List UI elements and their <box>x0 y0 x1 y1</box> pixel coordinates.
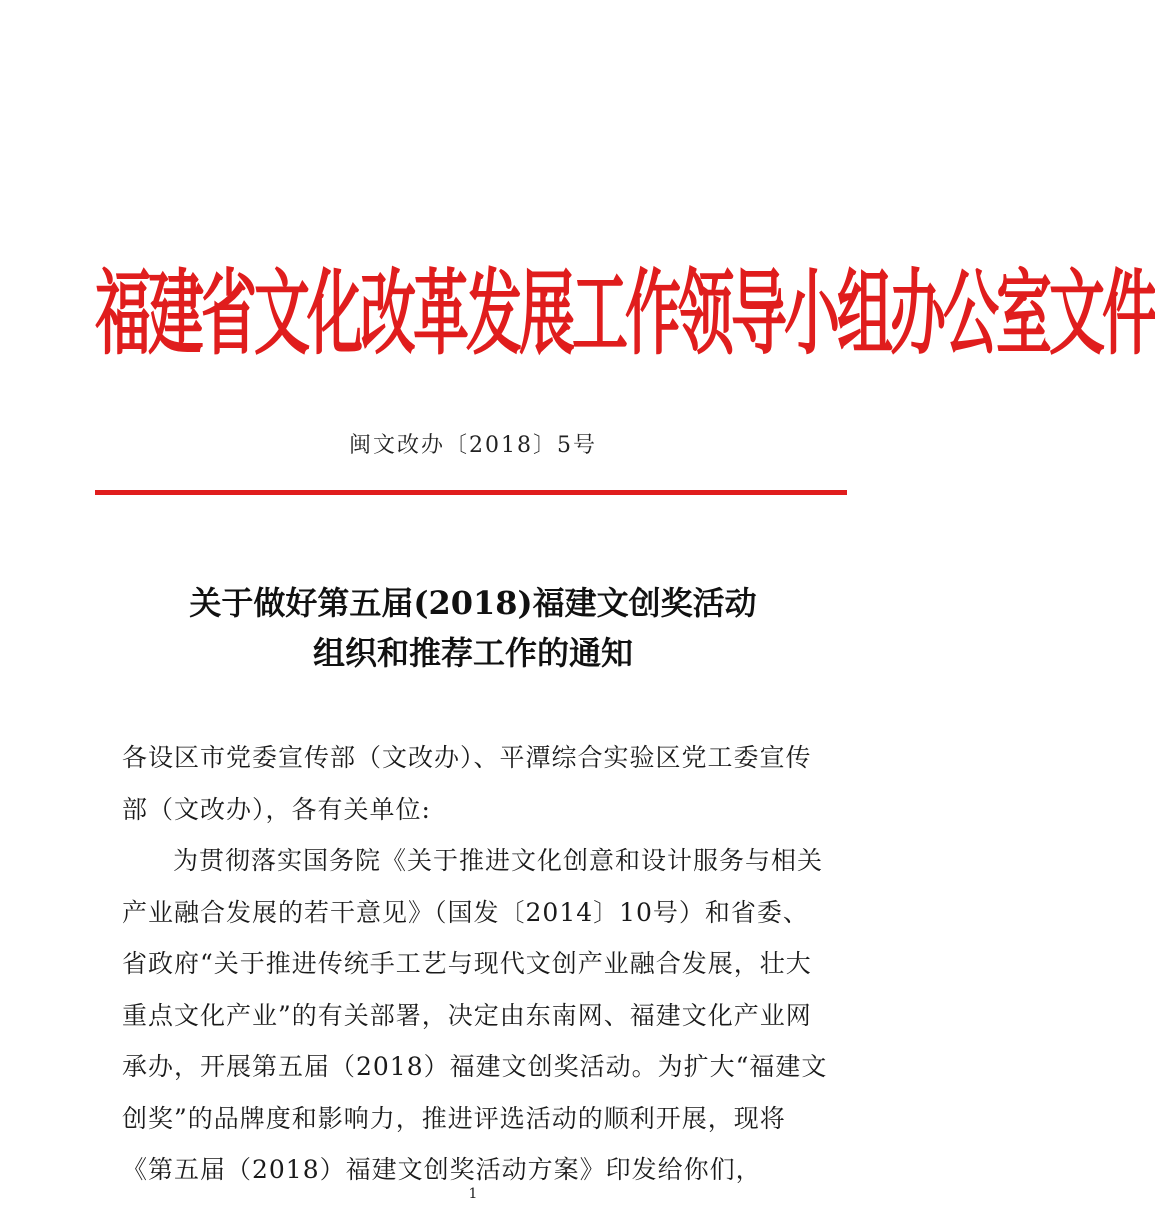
page-number: 1 <box>468 1186 478 1202</box>
document-number: 闽文改办〔2018〕5号 <box>349 433 597 458</box>
body-paragraph: 为贯彻落实国务院《关于推进文化创意和设计服务与相关产业融合发展的若干意见》（国发〔2014〕10号）和省委、省政府“关于推进传统手工艺与现代文创产业融合发展，壮大重点文化产业”的有关部署，决定由东南网、福建文化产业网承办，开展第五届（2018）福建文创奖活动。为扩大“福建文创奖”的品牌度和影响力，推进评选活动的顺利开展，现将《第五届（2018）福建文创奖活动方案》印发给你们， <box>122 846 828 1184</box>
salutation: 各设区市党委宣传部（文改办）、平潭综合实验区党工委宣传部（文改办），各有关单位: <box>122 743 812 824</box>
notice-body <box>122 732 832 1196</box>
red-divider-line <box>95 490 847 495</box>
document-masthead: 福建省文化改革发展工作领导小组办公室文件 <box>95 261 1155 369</box>
notice-title-line-2: 组织和推荐工作的通知 <box>312 634 633 672</box>
notice-title-line-1: 关于做好第五届(2018)福建文创奖活动 <box>189 584 757 622</box>
